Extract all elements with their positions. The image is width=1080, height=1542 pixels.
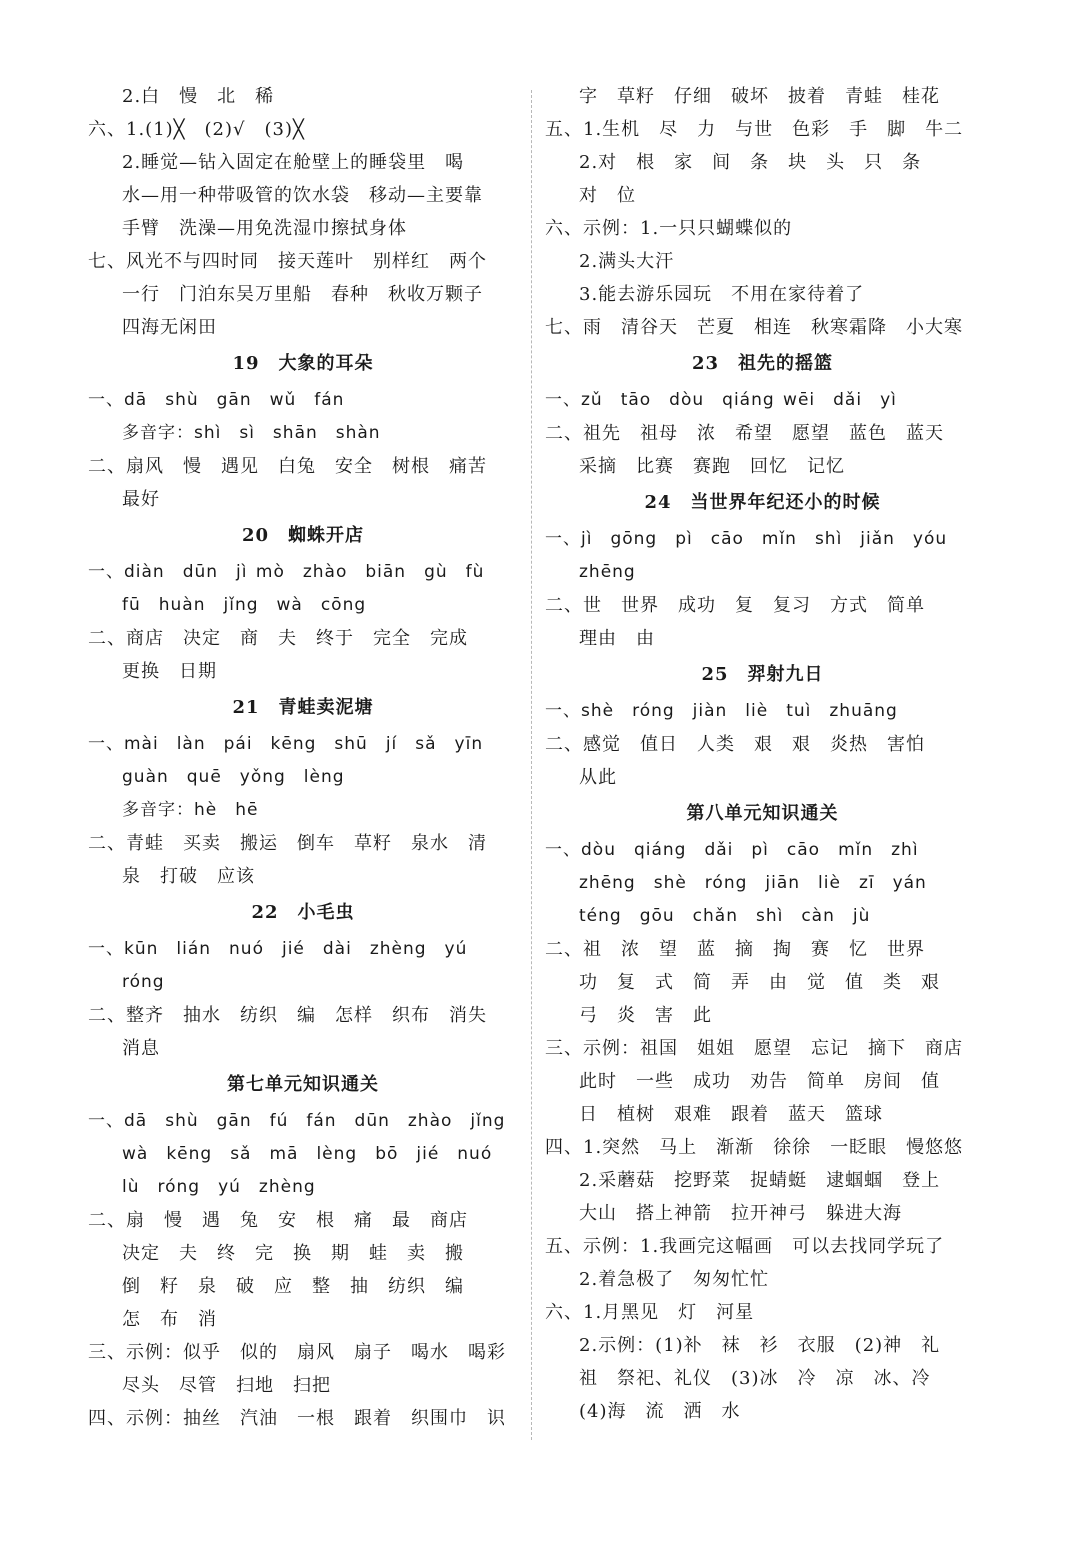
answer-line: 倒 籽 泉 破 应 整 抽 纺织 编 [122, 1276, 464, 1297]
left-column [88, 80, 518, 1435]
answer-line: 二、世 世界 成功 复 复习 方式 简单 [545, 595, 925, 616]
answer-line: 消息 [122, 1038, 160, 1059]
answer-line: 最好 [122, 489, 160, 510]
answer-line: 2.睡觉—钻入固定在舱壁上的睡袋里 喝 [122, 152, 465, 173]
answer-line: guàn quē yǒng lèng [122, 767, 345, 787]
answer-line: 二、整齐 抽水 纺织 编 怎样 织布 消失 [88, 1005, 487, 1026]
answer-line: 从此 [579, 767, 617, 788]
section-heading: 第七单元知识通关 [227, 1074, 379, 1095]
answer-line: zhēng [579, 562, 636, 582]
answer-line: 二、扇风 慢 遇见 白兔 安全 树根 痛苦 [88, 456, 487, 477]
answer-line: 一、dòu qiáng dǎi pì cāo mǐn zhì [545, 840, 919, 860]
answer-line: 四海无闲田 [122, 317, 217, 338]
answer-line: 四、1.突然 马上 渐渐 徐徐 一眨眼 慢悠悠 [545, 1137, 964, 1158]
section-heading: 25 羿射九日 [701, 664, 824, 685]
answer-line: róng [122, 972, 165, 992]
answer-line: 二、青蛙 买卖 搬运 倒车 草籽 泉水 清 [88, 833, 487, 854]
answer-line: 多音字：shì sì shān shàn [122, 423, 381, 443]
answer-line: 对 位 [579, 185, 636, 206]
answer-line: 一、shè róng jiàn liè tuì zhuāng [545, 701, 898, 721]
answer-line: 水—用一种带吸管的饮水袋 移动—主要靠 [122, 185, 483, 206]
answer-line: 2.白 慢 北 稀 [122, 86, 275, 107]
answer-line: 一、diàn dūn jì mò zhào biān gù fù [88, 562, 485, 582]
answer-line: 一、kūn lián nuó jié dài zhèng yú [88, 939, 468, 959]
answer-line: 一、jì gōng pì cāo mǐn shì jiǎn yóu [545, 529, 948, 549]
answer-line: 2.满头大汗 [579, 251, 675, 272]
section-heading: 24 当世界年纪还小的时候 [644, 492, 881, 513]
section-heading: 21 青蛙卖泥塘 [232, 697, 374, 718]
answer-line: 功 复 式 简 弄 由 觉 值 类 艰 [579, 972, 940, 993]
answer-line: 怎 布 消 [122, 1309, 217, 1330]
answer-line: 三、示例：似乎 似的 扇风 扇子 喝水 喝彩 [88, 1342, 506, 1363]
answer-line: 2.示例：(1)补 袜 衫 衣服 (2)神 礼 [579, 1335, 941, 1356]
answer-line: lù róng yú zhèng [122, 1177, 316, 1197]
answer-line: 一行 门泊东吴万里船 春种 秋收万颗子 [122, 284, 483, 305]
answer-line: 五、示例：1.我画完这幅画 可以去找同学玩了 [545, 1236, 945, 1257]
section-heading: 19 大象的耳朵 [232, 353, 374, 374]
section-heading: 第八单元知识通关 [686, 803, 839, 824]
answer-line: 一、zǔ tāo dòu qiáng wēi dǎi yì [545, 390, 897, 410]
answer-line: 一、mài làn pái kēng shū jí sǎ yīn [88, 734, 484, 754]
answer-line: 六、示例：1.一只只蝴蝶似的 [545, 218, 793, 239]
answer-line: 3.能去游乐园玩 不用在家待着了 [579, 284, 865, 305]
answer-line: 三、示例：祖国 姐姐 愿望 忘记 摘下 商店 [545, 1038, 963, 1059]
answer-line: 五、1.生机 尽 力 与世 色彩 手 脚 牛二 [545, 119, 964, 140]
answer-line: 二、感觉 值日 人类 艰 艰 炎热 害怕 [545, 734, 925, 755]
answer-line: wà kēng sǎ mā lèng bō jié nuó [122, 1144, 493, 1164]
right-column [545, 80, 980, 1428]
answer-line: 2.采蘑菇 挖野菜 捉蜻蜓 逮蝈蝈 登上 [579, 1170, 941, 1191]
answer-line: 一、dā shù gān fú fán dūn zhào jǐng [88, 1111, 506, 1131]
column-divider [531, 90, 532, 1440]
answer-line: 多音字：hè hē [122, 800, 259, 820]
answer-line: 祖 祭祀、礼仪 (3)冰 冷 凉 冰、冷 [579, 1368, 931, 1389]
answer-line: 二、扇 慢 遇 兔 安 根 痛 最 商店 [88, 1210, 468, 1231]
answer-line: 字 草籽 仔细 破坏 披着 青蛙 桂花 [579, 86, 940, 107]
answer-line: 决定 夫 终 完 换 期 蛙 卖 搬 [122, 1243, 464, 1264]
answer-line: 二、祖 浓 望 蓝 摘 掏 赛 忆 世界 [545, 939, 925, 960]
answer-line: 尽头 尽管 扫地 扫把 [122, 1375, 331, 1396]
answer-line: 大山 搭上神箭 拉开神弓 躲进大海 [579, 1203, 902, 1224]
answer-line: 弓 炎 害 此 [579, 1005, 712, 1026]
answer-line: 二、祖先 祖母 浓 希望 愿望 蓝色 蓝天 [545, 423, 944, 444]
answer-line: 理由 由 [579, 628, 655, 649]
section-heading: 22 小毛虫 [251, 902, 355, 923]
answer-line: 二、商店 决定 商 夫 终于 完全 完成 [88, 628, 468, 649]
answer-line: 2.着急极了 匆匆忙忙 [579, 1269, 770, 1290]
answer-line: (4)海 流 洒 水 [579, 1401, 741, 1422]
answer-line: téng gōu chǎn shì càn jù [579, 906, 871, 926]
answer-line: 2.对 根 家 间 条 块 头 只 条 [579, 152, 922, 173]
answer-line: 一、dā shù gān wǔ fán [88, 390, 345, 410]
answer-line: zhēng shè róng jiān liè zī yán [579, 873, 927, 893]
section-heading: 20 蜘蛛开店 [241, 525, 365, 546]
answer-line: 七、风光不与四时同 接天莲叶 别样红 两个 [88, 251, 487, 272]
answer-line: 七、雨 清谷天 芒夏 相连 秋寒霜降 小大寒 [545, 317, 963, 338]
answer-line: 四、示例：抽丝 汽油 一根 跟着 织围巾 识 [88, 1408, 506, 1429]
answer-line: 六、1.月黑见 灯 河星 [545, 1302, 755, 1323]
answer-line: 日 植树 艰难 跟着 蓝天 篮球 [579, 1104, 883, 1125]
answer-line: 六、1.(1)╳ (2)√ (3)╳ [88, 119, 305, 140]
answer-line: fū huàn jǐng wà cōng [122, 595, 367, 615]
answer-line: 手臂 洗澡—用免洗湿巾擦拭身体 [122, 218, 407, 239]
section-heading: 23 祖先的摇篮 [691, 353, 834, 374]
answer-line: 此时 一些 成功 劝告 简单 房间 值 [579, 1071, 940, 1092]
answer-line: 泉 打破 应该 [122, 866, 255, 887]
answer-line: 采摘 比赛 赛跑 回忆 记忆 [579, 456, 845, 477]
answer-line: 更换 日期 [122, 661, 217, 682]
